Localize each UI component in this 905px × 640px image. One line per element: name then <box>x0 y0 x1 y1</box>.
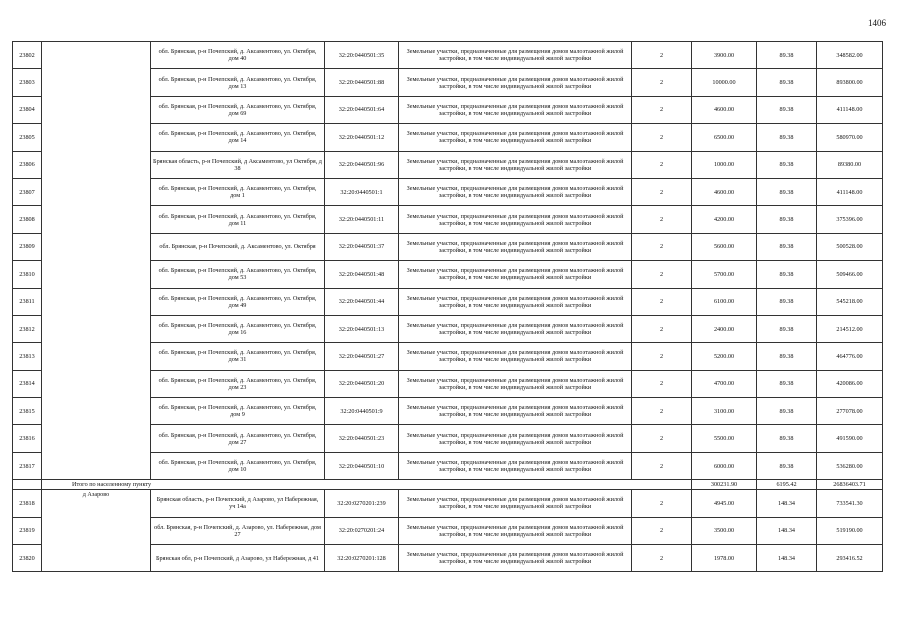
cadastral-number-cell: 32:20:0440501:10 <box>325 452 399 479</box>
cadastral-number-cell: 32:20:0440501:11 <box>325 206 399 233</box>
land-registry-table <box>12 41 883 572</box>
cadastral-value-cell: 375396.00 <box>817 206 883 233</box>
area-cell: 4600.00 <box>692 178 757 205</box>
cadastral-number-cell: 32:20:0440501:1 <box>325 178 399 205</box>
land-use-cell: Земельные участки, предназначенные для размещения домов малоэтажной жилой застройки, в том числе индивидуальной жилой застройки <box>399 206 632 233</box>
total-row <box>13 480 883 490</box>
record-number: 23807 <box>13 178 42 205</box>
category-cell: 2 <box>632 69 692 96</box>
category-cell: 2 <box>632 370 692 397</box>
rate-cell: 89.38 <box>757 261 817 288</box>
cadastral-value-cell: 420086.00 <box>817 370 883 397</box>
land-use-cell: Земельные участки, предназначенные для размещения домов малоэтажной жилой застройки, в том числе индивидуальной жилой застройки <box>399 517 632 544</box>
land-use-cell: Земельные участки, предназначенные для размещения домов малоэтажной жилой застройки, в том числе индивидуальной жилой застройки <box>399 42 632 69</box>
cadastral-number-cell: 32:20:0270201:239 <box>325 490 399 517</box>
cadastral-number-cell: 32:20:0440501:37 <box>325 233 399 260</box>
cadastral-number-cell: 32:20:0440501:88 <box>325 69 399 96</box>
record-number: 23818 <box>13 490 42 517</box>
cadastral-value-cell: 464776.00 <box>817 343 883 370</box>
land-use-cell: Земельные участки, предназначенные для размещения домов малоэтажной жилой застройки, в том числе индивидуальной жилой застройки <box>399 398 632 425</box>
rate-cell: 89.38 <box>757 315 817 342</box>
category-cell: 2 <box>632 261 692 288</box>
table-row <box>13 490 883 517</box>
address-cell: обл. Брянская, р-н Почепский, д. Аксаментово, ул. Октября, дом 23 <box>151 370 325 397</box>
address-cell: обл. Брянская, р-н Почепский, д. Аксаментово, ул. Октября <box>151 233 325 260</box>
cadastral-value-cell: 89380.00 <box>817 151 883 178</box>
category-cell: 2 <box>632 206 692 233</box>
category-cell: 2 <box>632 490 692 517</box>
total-label: Итого по населенному пункту <box>42 480 692 490</box>
cadastral-value-cell: 519190.00 <box>817 517 883 544</box>
land-use-cell: Земельные участки, предназначенные для размещения домов малоэтажной жилой застройки, в том числе индивидуальной жилой застройки <box>399 545 632 572</box>
cadastral-value-cell: 733541.30 <box>817 490 883 517</box>
total-value: 26836403.71 <box>817 480 883 490</box>
rate-cell: 89.38 <box>757 151 817 178</box>
cadastral-value-cell: 893800.00 <box>817 69 883 96</box>
cadastral-value-cell: 348582.00 <box>817 42 883 69</box>
cadastral-number-cell: 32:20:0440501:23 <box>325 425 399 452</box>
cadastral-value-cell: 214512.00 <box>817 315 883 342</box>
record-number: 23814 <box>13 370 42 397</box>
land-use-cell: Земельные участки, предназначенные для размещения домов малоэтажной жилой застройки, в том числе индивидуальной жилой застройки <box>399 490 632 517</box>
rate-cell: 89.38 <box>757 178 817 205</box>
land-use-cell: Земельные участки, предназначенные для размещения домов малоэтажной жилой застройки, в том числе индивидуальной жилой застройки <box>399 315 632 342</box>
rate-cell: 89.38 <box>757 288 817 315</box>
area-cell: 1000.00 <box>692 151 757 178</box>
record-number: 23802 <box>13 42 42 69</box>
area-cell: 3100.00 <box>692 398 757 425</box>
category-cell: 2 <box>632 517 692 544</box>
cadastral-number-cell: 32:20:0440501:12 <box>325 124 399 151</box>
area-cell: 6000.00 <box>692 452 757 479</box>
address-cell: обл. Брянская, р-н Почепский, д. Аксаментово, ул. Октября, дом 31 <box>151 343 325 370</box>
category-cell: 2 <box>632 452 692 479</box>
cadastral-value-cell: 545218.00 <box>817 288 883 315</box>
area-cell: 5600.00 <box>692 233 757 260</box>
rate-cell: 89.38 <box>757 206 817 233</box>
total-id-cell <box>13 480 42 490</box>
cadastral-value-cell: 580970.00 <box>817 124 883 151</box>
category-cell: 2 <box>632 398 692 425</box>
rate-cell: 89.38 <box>757 370 817 397</box>
category-cell: 2 <box>632 288 692 315</box>
rate-cell: 148.34 <box>757 517 817 544</box>
address-cell: обл. Брянская, р-н Почепский, д. Аксаментово, ул. Октября, дом 69 <box>151 96 325 123</box>
rate-cell: 89.38 <box>757 425 817 452</box>
area-cell: 4600.00 <box>692 96 757 123</box>
area-cell: 10000.00 <box>692 69 757 96</box>
category-cell: 2 <box>632 178 692 205</box>
cadastral-number-cell: 32:20:0440501:64 <box>325 96 399 123</box>
rate-cell: 89.38 <box>757 452 817 479</box>
record-number: 23820 <box>13 545 42 572</box>
cadastral-number-cell: 32:20:0440501:9 <box>325 398 399 425</box>
record-number: 23817 <box>13 452 42 479</box>
land-use-cell: Земельные участки, предназначенные для размещения домов малоэтажной жилой застройки, в том числе индивидуальной жилой застройки <box>399 178 632 205</box>
category-cell: 2 <box>632 42 692 69</box>
record-number: 23811 <box>13 288 42 315</box>
total-area: 300231.90 <box>692 480 757 490</box>
record-number: 23803 <box>13 69 42 96</box>
area-cell: 6100.00 <box>692 288 757 315</box>
category-cell: 2 <box>632 124 692 151</box>
land-use-cell: Земельные участки, предназначенные для размещения домов малоэтажной жилой застройки, в том числе индивидуальной жилой застройки <box>399 288 632 315</box>
record-number: 23816 <box>13 425 42 452</box>
address-cell: обл. Брянская, р-н Почепский, д. Аксаментово, ул. Октября, дом 1 <box>151 178 325 205</box>
land-use-cell: Земельные участки, предназначенные для размещения домов малоэтажной жилой застройки, в том числе индивидуальной жилой застройки <box>399 233 632 260</box>
rate-cell: 89.38 <box>757 233 817 260</box>
record-number: 23815 <box>13 398 42 425</box>
address-cell: обл. Брянская, р-н Почепский, д. Аксаментово, ул. Октября, дом 11 <box>151 206 325 233</box>
cadastral-value-cell: 491590.00 <box>817 425 883 452</box>
rate-cell: 148.34 <box>757 490 817 517</box>
area-cell: 4700.00 <box>692 370 757 397</box>
cadastral-number-cell: 32:20:0440501:96 <box>325 151 399 178</box>
cadastral-value-cell: 536280.00 <box>817 452 883 479</box>
rate-cell: 89.38 <box>757 42 817 69</box>
area-cell: 4200.00 <box>692 206 757 233</box>
total-rate: 6195.42 <box>757 480 817 490</box>
address-cell: обл. Брянская, р-н Почепский, д. Азарово, ул. Набережная, дом 27 <box>151 517 325 544</box>
land-use-cell: Земельные участки, предназначенные для размещения домов малоэтажной жилой застройки, в том числе индивидуальной жилой застройки <box>399 370 632 397</box>
rate-cell: 89.38 <box>757 343 817 370</box>
record-number: 23804 <box>13 96 42 123</box>
cadastral-number-cell: 32:20:0440501:27 <box>325 343 399 370</box>
cadastral-value-cell: 500528.00 <box>817 233 883 260</box>
record-number: 23806 <box>13 151 42 178</box>
rate-cell: 148.34 <box>757 545 817 572</box>
land-use-cell: Земельные участки, предназначенные для размещения домов малоэтажной жилой застройки, в том числе индивидуальной жилой застройки <box>399 69 632 96</box>
rate-cell: 89.38 <box>757 96 817 123</box>
land-use-cell: Земельные участки, предназначенные для размещения домов малоэтажной жилой застройки, в том числе индивидуальной жилой застройки <box>399 452 632 479</box>
cadastral-number-cell: 32:20:0270201:24 <box>325 517 399 544</box>
area-cell: 5200.00 <box>692 343 757 370</box>
locality-cell: д Азарово <box>42 490 151 572</box>
category-cell: 2 <box>632 233 692 260</box>
record-number: 23819 <box>13 517 42 544</box>
record-number: 23810 <box>13 261 42 288</box>
area-cell: 3900.00 <box>692 42 757 69</box>
record-number: 23805 <box>13 124 42 151</box>
area-cell: 3500.00 <box>692 517 757 544</box>
address-cell: Брянская обл, р-н Почепский, д Азарово, ул Набережная, д 41 <box>151 545 325 572</box>
record-number: 23809 <box>13 233 42 260</box>
table-row <box>13 42 883 69</box>
address-cell: обл. Брянская, р-н Почепский, д. Аксаментово, ул. Октября, дом 49 <box>151 288 325 315</box>
cadastral-number-cell: 32:20:0440501:13 <box>325 315 399 342</box>
land-use-cell: Земельные участки, предназначенные для размещения домов малоэтажной жилой застройки, в том числе индивидуальной жилой застройки <box>399 425 632 452</box>
address-cell: обл. Брянская, р-н Почепский, д. Аксаментово, ул. Октября, дом 13 <box>151 69 325 96</box>
cadastral-number-cell: 32:20:0440501:20 <box>325 370 399 397</box>
area-cell: 5500.00 <box>692 425 757 452</box>
area-cell: 1978.00 <box>692 545 757 572</box>
category-cell: 2 <box>632 343 692 370</box>
address-cell: обл. Брянская, р-н Почепский, д. Аксаментово, ул. Октября, дом 27 <box>151 425 325 452</box>
cadastral-number-cell: 32:20:0440501:48 <box>325 261 399 288</box>
land-use-cell: Земельные участки, предназначенные для размещения домов малоэтажной жилой застройки, в том числе индивидуальной жилой застройки <box>399 96 632 123</box>
address-cell: обл. Брянская, р-н Почепский, д. Аксаментово, ул. Октября, дом 14 <box>151 124 325 151</box>
cadastral-number-cell: 32:20:0440501:44 <box>325 288 399 315</box>
rate-cell: 89.38 <box>757 69 817 96</box>
category-cell: 2 <box>632 315 692 342</box>
rate-cell: 89.38 <box>757 124 817 151</box>
area-cell: 5700.00 <box>692 261 757 288</box>
cadastral-value-cell: 277078.00 <box>817 398 883 425</box>
land-use-cell: Земельные участки, предназначенные для размещения домов малоэтажной жилой застройки, в том числе индивидуальной жилой застройки <box>399 151 632 178</box>
record-number: 23808 <box>13 206 42 233</box>
address-cell: обл. Брянская, р-н Почепский, д. Аксаментово, ул. Октября, дом 53 <box>151 261 325 288</box>
land-use-cell: Земельные участки, предназначенные для размещения домов малоэтажной жилой застройки, в том числе индивидуальной жилой застройки <box>399 124 632 151</box>
area-cell: 4945.00 <box>692 490 757 517</box>
land-use-cell: Земельные участки, предназначенные для размещения домов малоэтажной жилой застройки, в том числе индивидуальной жилой застройки <box>399 343 632 370</box>
cadastral-number-cell: 32:20:0270201:128 <box>325 545 399 572</box>
address-cell: Брянская область, р-н Почепский, д Азарово, ул Набережная, уч 14а <box>151 490 325 517</box>
page-number: 1406 <box>868 18 886 28</box>
record-number: 23813 <box>13 343 42 370</box>
category-cell: 2 <box>632 545 692 572</box>
address-cell: Брянская область, р-н Почепский, д Аксаментово, ул Октября, д 38 <box>151 151 325 178</box>
address-cell: обл. Брянская, р-н Почепский, д. Аксаментово, ул. Октября, дом 16 <box>151 315 325 342</box>
category-cell: 2 <box>632 96 692 123</box>
rate-cell: 89.38 <box>757 398 817 425</box>
address-cell: обл. Брянская, р-н Почепский, д. Аксаментово, ул. Октября, дом 10 <box>151 452 325 479</box>
category-cell: 2 <box>632 151 692 178</box>
cadastral-number-cell: 32:20:0440501:35 <box>325 42 399 69</box>
locality-cell <box>42 42 151 480</box>
cadastral-value-cell: 411148.00 <box>817 96 883 123</box>
cadastral-value-cell: 509466.00 <box>817 261 883 288</box>
category-cell: 2 <box>632 425 692 452</box>
area-cell: 2400.00 <box>692 315 757 342</box>
land-use-cell: Земельные участки, предназначенные для размещения домов малоэтажной жилой застройки, в том числе индивидуальной жилой застройки <box>399 261 632 288</box>
area-cell: 6500.00 <box>692 124 757 151</box>
record-number: 23812 <box>13 315 42 342</box>
cadastral-value-cell: 411148.00 <box>817 178 883 205</box>
cadastral-value-cell: 293416.52 <box>817 545 883 572</box>
address-cell: обл. Брянская, р-н Почепский, д. Аксаментово, ул. Октября, дом 40 <box>151 42 325 69</box>
address-cell: обл. Брянская, р-н Почепский, д. Аксаментово, ул. Октября, дом 9 <box>151 398 325 425</box>
